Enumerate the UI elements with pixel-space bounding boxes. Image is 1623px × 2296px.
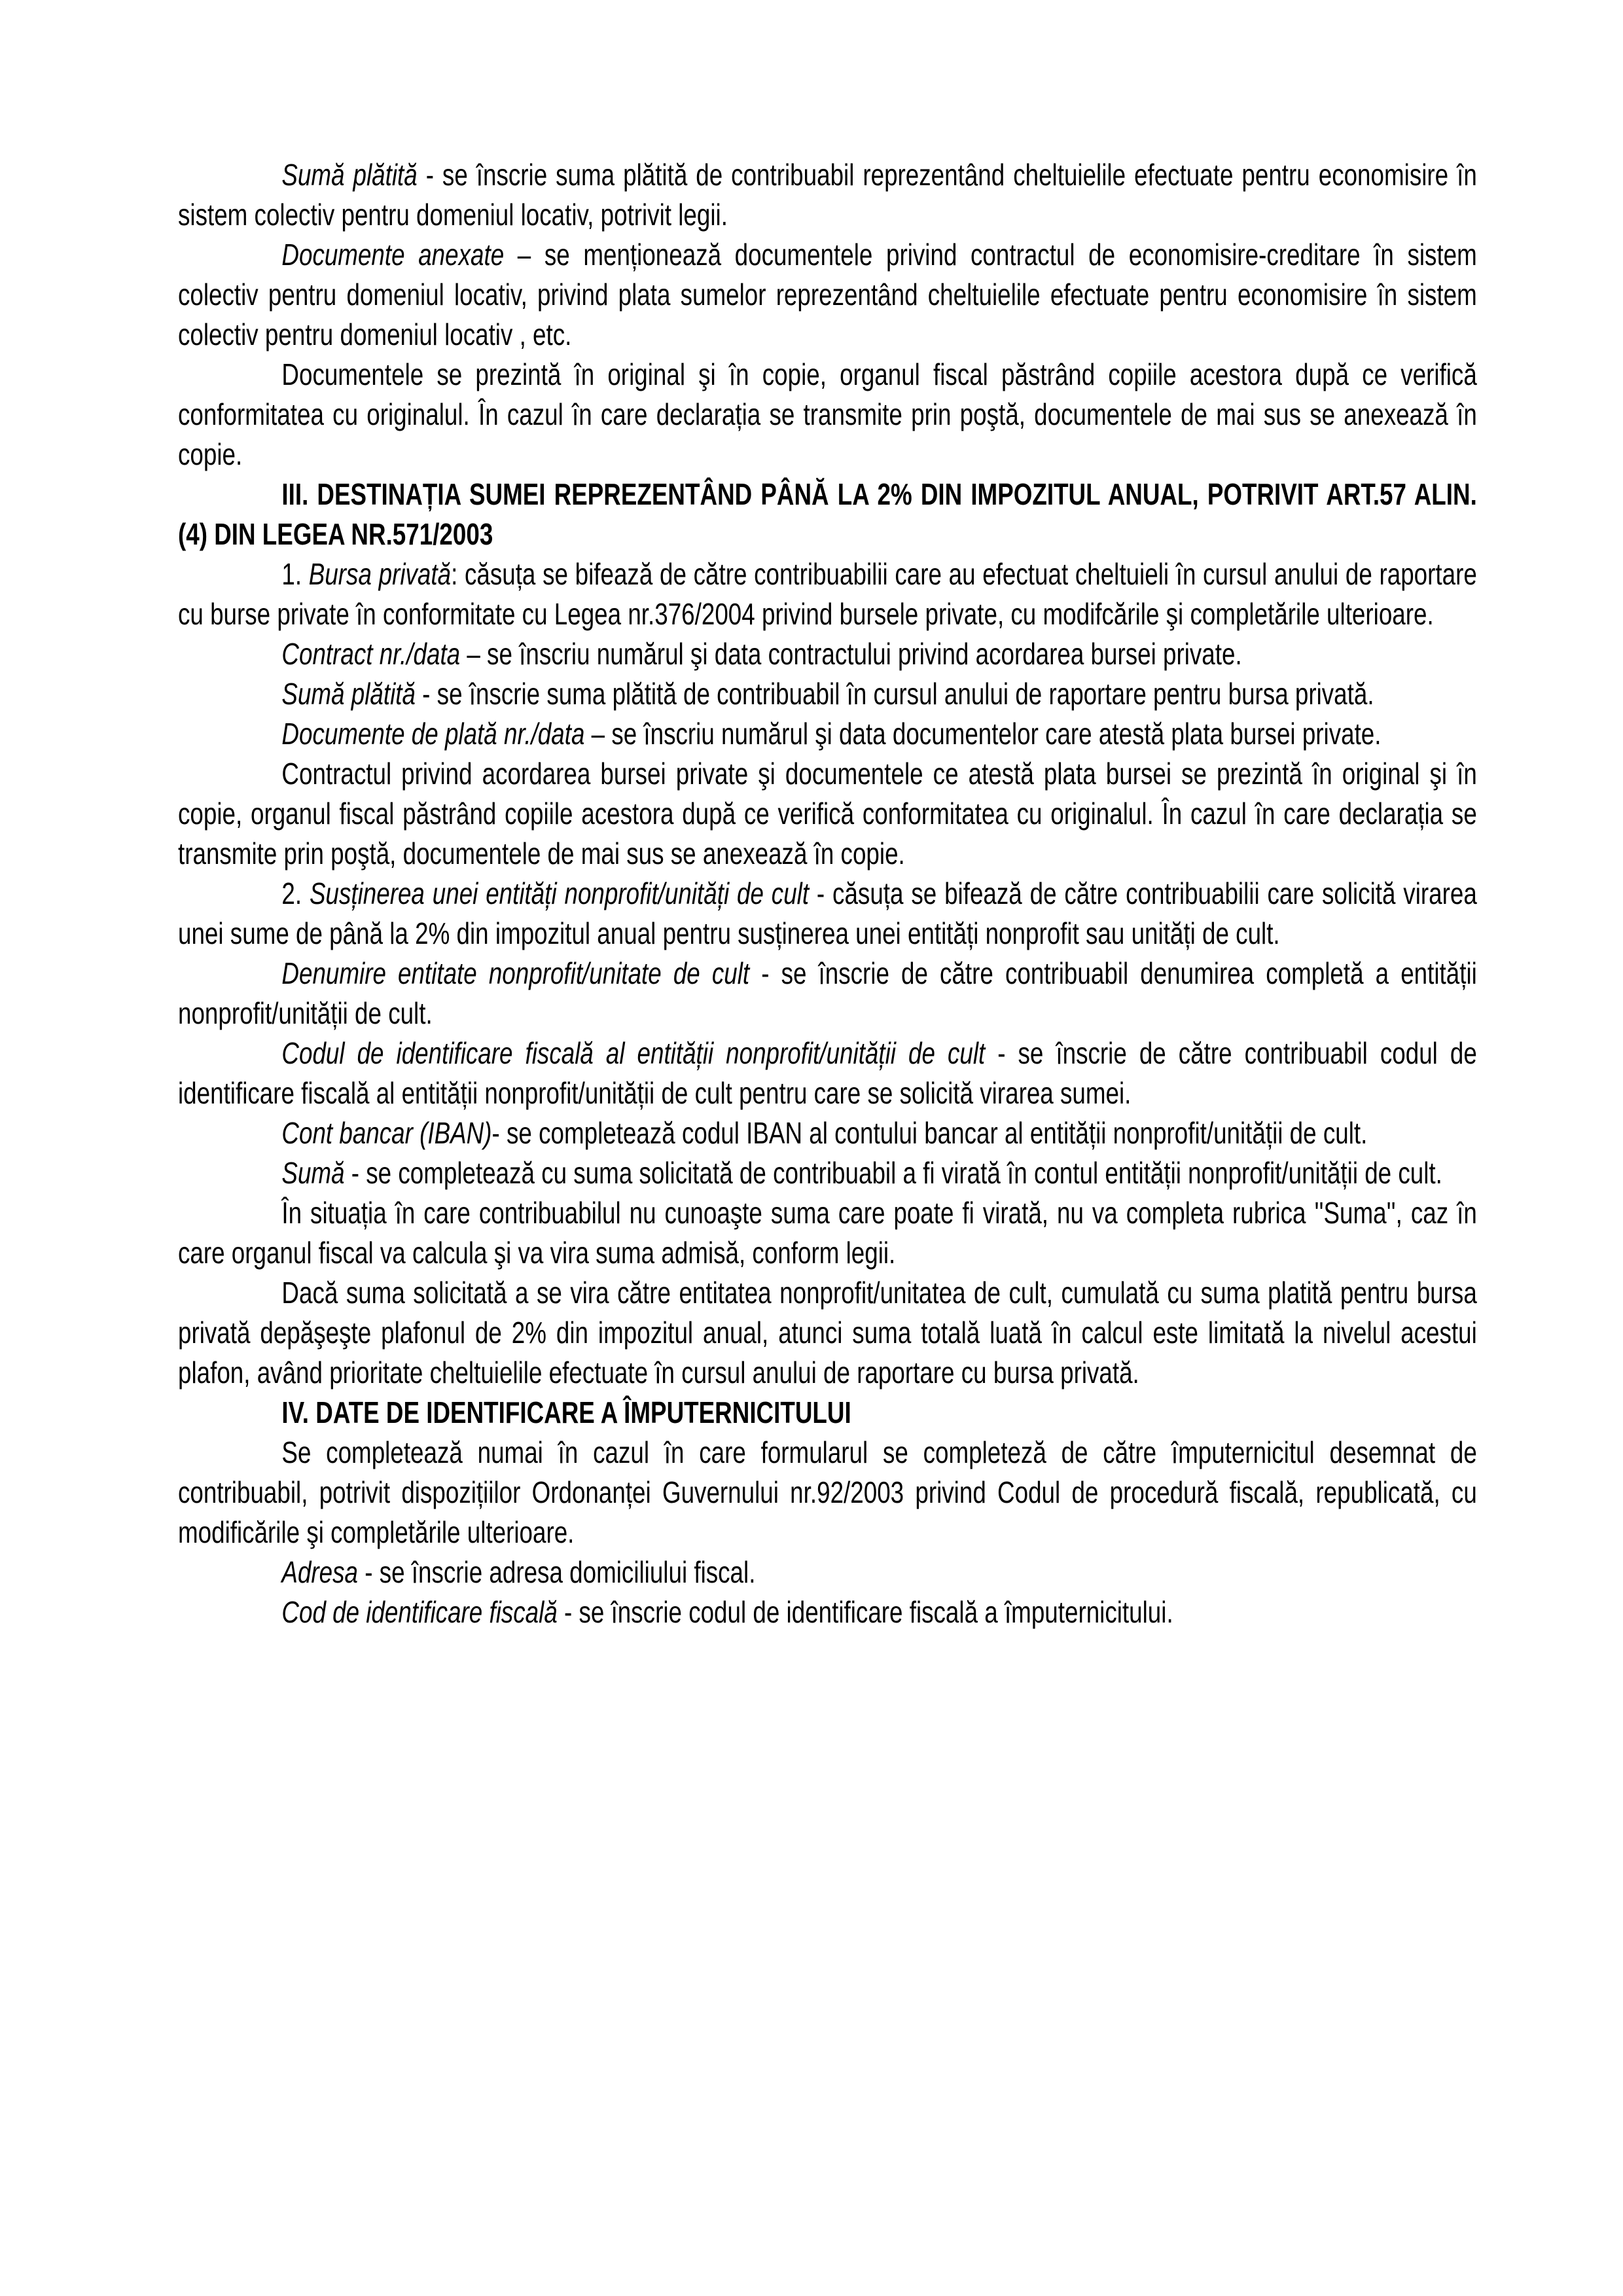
paragraph-suma-platita-1 <box>178 155 1477 235</box>
paragraph-denumire-entitate <box>178 954 1477 1033</box>
paragraph-text: - se înscrie suma plătită de contribuabil reprezentând cheltuielile efectuate pentru economisire în sistem colectiv pentru domeniul locativ, potrivit legii. <box>178 158 1477 232</box>
paragraph-lead: Codul de identificare fiscală al entității nonprofit/unității de cult <box>281 1036 986 1070</box>
paragraph-cod-identificare-entitate <box>178 1033 1477 1113</box>
paragraph-suma <box>178 1153 1477 1193</box>
paragraph-text: - se înscrie de către contribuabil codul de identificare fiscală al entității nonprofit/unității de cult pentru care se solicită virarea sumei. <box>178 1036 1477 1110</box>
paragraph-text: În situația în care contribuabilul nu cunoaşte suma care poate fi virată, nu va completa rubrica ''Suma'', caz în care organul fiscal va calcula şi va vira suma admisă, conform legii. <box>178 1196 1477 1270</box>
paragraph-number: 2. <box>281 876 310 910</box>
paragraph-text: – se înscriu numărul şi data contractului privind acordarea bursei private. <box>460 637 1242 671</box>
paragraph-se-completeaza-numai <box>178 1433 1477 1552</box>
paragraph-lead: Bursa privată <box>308 557 452 591</box>
paragraph-cod-identificare-imputernicit <box>178 1592 1477 1632</box>
paragraph-text: Dacă suma solicitată a se vira către entitatea nonprofit/unitatea de cult, cumulată cu suma platită pentru bursa privată depăşeşte plafonul de 2% din impozitul anual, atunci suma totală luată în calcul este limitată la nivelul acestui plafon, având prioritate cheltuielile efectuate în cursul anului de raportare cu bursa privată. <box>178 1276 1477 1390</box>
paragraph-lead: Sumă plătită <box>281 677 416 711</box>
paragraph-daca-suma <box>178 1273 1477 1393</box>
paragraph-lead: Adresa <box>281 1555 358 1589</box>
paragraph-lead: Contract nr./data <box>281 637 461 671</box>
paragraph-lead: Cod de identificare fiscală <box>281 1595 558 1629</box>
paragraph-text: Contractul privind acordarea bursei private şi documentele ce atestă plata bursei se prezintă în original şi în copie, organul fiscal păstrând copiile acestora după ce verifică conformitatea cu originalul. În cazul în care declarația se transmite prin poştă, documentele de mai sus se anexează în copie. <box>178 757 1477 870</box>
paragraph-lead: Cont bancar (IBAN) <box>281 1116 492 1150</box>
paragraph-contract-nr-data <box>178 634 1477 674</box>
paragraph-text: - se înscrie adresa domiciliului fiscal. <box>358 1555 756 1589</box>
paragraph-text: – se menționează documentele privind contractul de economisire-creditare în sistem colectiv pentru domeniul locativ, privind plata sumelor reprezentând cheltuielile efectuate pentru economisire în sistem colectiv pentru domeniul locativ , etc. <box>178 238 1477 351</box>
paragraph-sustinerea-entitati <box>178 874 1477 954</box>
paragraph-text: - se completează codul IBAN al contului bancar al entității nonprofit/unității de cult. <box>491 1116 1368 1150</box>
paragraph-suma-platita-2 <box>178 674 1477 714</box>
paragraph-text: - se completează cu suma solicitată de contribuabil a fi virată în contul entității nonprofit/unității de cult. <box>344 1156 1442 1190</box>
paragraph-text: - se înscrie suma plătită de contribuabil în cursul anului de raportare pentru bursa privată. <box>415 677 1374 711</box>
paragraph-cont-bancar-iban <box>178 1113 1477 1153</box>
paragraph-text: - căsuța se bifează de către contribuabilii care solicită virarea unei sume de până la 2% din impozitul anual pentru susținerea unei entități nonprofit sau unități de cult. <box>178 876 1477 950</box>
paragraph-text: Se completează numai în cazul în care formularul se completeză de către împuternicitul desemnat de contribuabil, potrivit dispozițiilor Ordonanței Guvernului nr.92/2003 privind Codul de procedură fiscală, republicată, cu modificările şi completările ulterioare. <box>178 1435 1477 1549</box>
paragraph-lead: Documente de plată nr./data <box>281 717 585 751</box>
paragraph-documentele-se-prezinta <box>178 355 1477 475</box>
paragraph-lead: Documente anexate <box>281 238 505 272</box>
paragraph-lead: Susținerea unei entități nonprofit/unități de cult <box>309 876 810 910</box>
paragraph-in-situatia <box>178 1193 1477 1273</box>
paragraph-lead: Denumire entitate nonprofit/unitate de cult <box>281 956 750 990</box>
paragraph-bursa-privata <box>178 554 1477 634</box>
text-column <box>178 155 1477 1632</box>
paragraph-contractul-privind <box>178 754 1477 874</box>
paragraph-lead: Sumă plătită <box>281 158 418 192</box>
paragraph-text: – se înscriu numărul şi data documentelor care atestă plata bursei private. <box>584 717 1382 751</box>
paragraph-text: : căsuța se bifează de către contribuabilii care au efectuat cheltuieli în cursul anului de raportare cu burse private în conformitate cu Legea nr.376/2004 privind bursele private, cu modifcările şi completările ulterioare. <box>178 557 1477 631</box>
paragraph-text: Documentele se prezintă în original şi în copie, organul fiscal păstrând copiile acestora după ce verifică conformitatea cu originalul. În cazul în care declarația se transmite prin poştă, documentele de mai sus se anexează în copie. <box>178 357 1477 471</box>
section-heading-iii: III. DESTINAȚIA SUMEI REPREZENTÂND PÂNĂ LA 2% DIN IMPOZITUL ANUAL, POTRIVIT ART.57 ALIN. (4) DIN LEGEA NR.571/2003 <box>178 477 1477 551</box>
paragraph-documente-de-plata <box>178 714 1477 754</box>
paragraph-text: - se înscrie codul de identificare fiscală a împuternicitului. <box>557 1595 1173 1629</box>
section-heading-iv: IV. DATE DE IDENTIFICARE A ÎMPUTERNICITULUI <box>281 1395 851 1429</box>
paragraph-text: - se înscrie de către contribuabil denumirea completă a entității nonprofit/unității de cult. <box>178 956 1477 1030</box>
paragraph-adresa <box>178 1552 1477 1592</box>
paragraph-number: 1. <box>281 557 309 591</box>
paragraph-documente-anexate <box>178 235 1477 355</box>
paragraph-lead: Sumă <box>281 1156 345 1190</box>
